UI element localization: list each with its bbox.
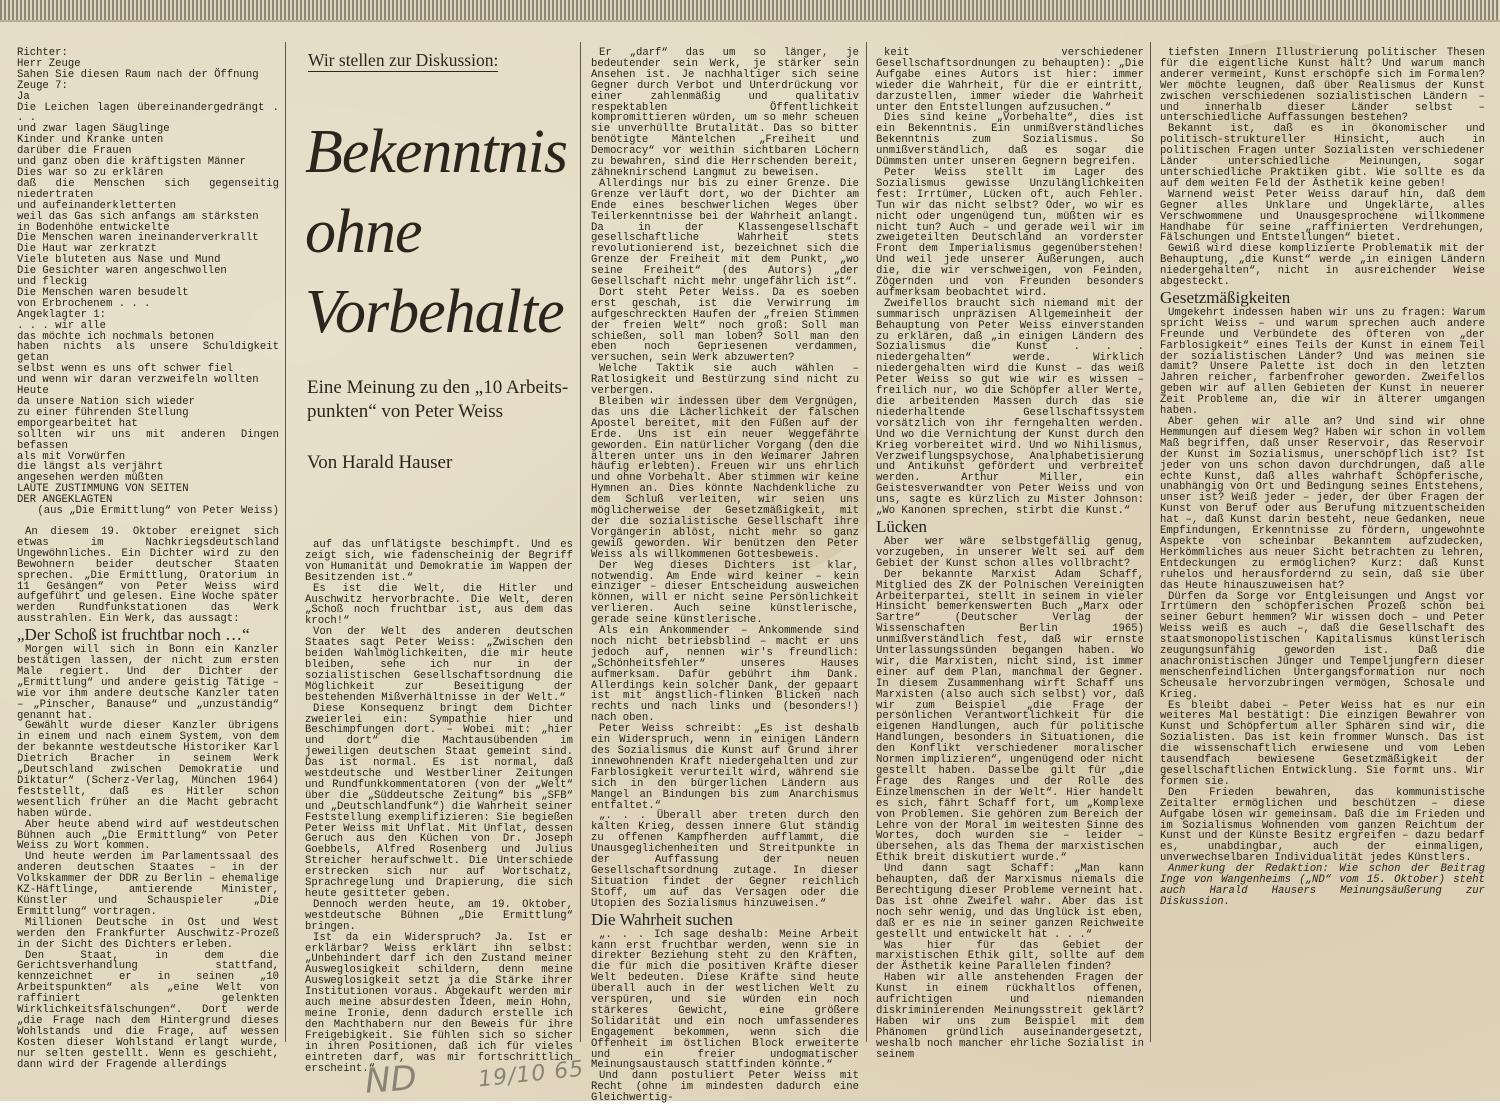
headline-line: Bekenntnis bbox=[305, 118, 568, 186]
body-paragraph: Millionen Deutsche in Ost und West werden den Frankfurter Auschwitz-Prozeß in der Sicht des Dichters erleben. bbox=[17, 916, 279, 951]
body-paragraph: Zweifellos braucht sich niemand mit der summarisch unpräzisen Allgemeinheit der Behauptung von Peter Weiss einverstanden zu erklären, daß „in einigen Ländern des Sozialismus die Kunst . . . niedergehalten“ werde. Wirklich niedergehalten wird die Kunst – das weiß Peter Weiss so gut wie wir es wissen – freilich nur, wo die Schöpfer aller Werte, die arbeitenden Massen durch das sie niederhaltende Gesellschaftssystem vorsätzlich von ihr ferngehalten werden. Und wo die Vernichtung der Kunst durch den Krieg vorbereitet wird. Und wo Nihilismus, Verzweiflungspsychose, Analphabetisierung und Antikunst gefördert und verbreitet werden. Arthur Miller, ein Geistesverwandter von Peter Weiss und von uns, sagte es kürzlich zu Mister Johnson: „Wo Kanonen sprechen, stirbt die Kunst.“ bbox=[876, 297, 1144, 518]
body-paragraph: Peter Weiss schreibt: „Es ist deshalb ein Widerspruch, wenn in einigen Ländern des Sozialismus die Kunst auf Grund ihrer innewohnenden Kraft niedergehalten und zur Farblosigkeit verurteilt wird, während sie sich in den bürgerlichen Ländern aus Mangel an Bindungen bis zum Anarchismus entfaltet.“ bbox=[591, 723, 859, 812]
subheading: „Der Schoß ist fruchtbar noch …“ bbox=[17, 625, 250, 645]
intro-paragraph: An diesem 19. Oktober ereignet sich etwas im Nachkriegsdeutschland Ungewöhnliches. Ein Dichter wird zu den Bewohnern beider deutscher Staaten sprechen. „Die Ermittlung, Oratorium in 11 Gesängen“ von Peter Weiss wird aufgeführt und gelesen. Eine Woche später werden Rundfunkstationen das Werk ausstrahlen. Ein Werk, das aussagt: bbox=[17, 525, 279, 626]
column-rule bbox=[1150, 42, 1151, 1042]
quoted-verse: Richter: Herr Zeuge Sahen Sie diesen Raum nach der Öffnung Zeuge 7: Ja Die Leichen lagen übereinandergedrängt . . . und zwar lagen Säuglinge Kinder und Kranke unten darüber die Frauen und ganz oben die kräftigsten Männer Dies war so zu erklären daß die Menschen sich gegenseitig niedertraten und aufeinanderkletterten weil das Gas sich anfangs am stärksten in Bodenhöhe entwickelte Die Menschen waren ineinanderverkrallt Die Haut war zerkratzt Viele bluteten aus Nase und Mund Die Gesichter waren angeschwollen und fleckig Die Menschen waren besudelt von Erbrochenem . . . Angeklagter 1: . . . wir alle das möchte ich nochmals betonen haben nichts als unsere Schuldigkeit getan selbst wenn es uns oft schwer fiel und wenn wir daran verzweifeln wollten Heute da unsere Nation sich wieder zu einer führenden Stellung emporgearbeitet hat sollten wir uns mit anderen Dingen befassen als mit Vorwürfen die längst als verjährt angesehen werden müßten bbox=[17, 47, 279, 485]
byline: Von Harald Hauser bbox=[307, 452, 453, 473]
body-paragraph: Bekannt ist, daß es in ökonomischer und politisch-struktureller Hinsicht, auch in politischen Fragen unter Sozialisten verschiedener Länder unterschiedliche Meinungen, sogar unterschiedliche Praktiken gibt. Wie sollte es da auf dem weiten Feld der Ästhetik keine geben! bbox=[1160, 123, 1485, 190]
body-paragraph: Es ist die Welt, die Hitler und Auschwitz hervorbrachte. Die Welt, deren „Schoß noch fruchtbar ist, aus dem das kroch!“ bbox=[305, 582, 573, 628]
body-paragraph: Den Staat, in dem die Gerichtsverhandlung stattfand, kennzeichnet er in seinen „10 Arbeitspunkten“ als „eine Welt von raffiniert gelenkten Wirklichkeitsfälschungen“. Dort werde „die Frage nach dem Hintergrund dieses Wohlstands und die Frage, auf wessen Kosten dieser Wohlstand erlangt wurde, nur selten gestellt. Wenn es geschieht, dann wird der Fragende allerdings bbox=[17, 949, 279, 1071]
column-3 bbox=[591, 47, 859, 1104]
headline-line: Vorbehalte bbox=[305, 278, 564, 346]
body-paragraph: Gewählt wurde dieser Kanzler übrigens in einem und nach einem System, von dem der bekannte westdeutsche Historiker Karl Dietrich Bracher in seinem Werk „Deutschland zwischen Demokratie und Diktatur“ (Scherz-Verlag, München 1964) feststellt, daß es Hitler schon wesentlich früher an die Macht gebracht haben würde. bbox=[17, 720, 279, 820]
body-paragraph: Haben wir alle anstehenden Fragen der Kunst in einem rückhaltlos offenen, aufrichtigen und niemanden diskriminierenden Meinungsstreit geklärt? Haben wir uns zum Beispiel mit dem Phänomen gründlich auseinandergesetzt, weshalb noch mancher ehrliche Sozialist in seinem bbox=[876, 972, 1144, 1061]
perforated-edge bbox=[0, 0, 1500, 20]
handwritten-mark: ND bbox=[363, 1058, 418, 1102]
body-paragraph: Allerdings nur bis zu einer Grenze. Die Grenze verläuft dort, wo der Dichter am Ende eines beschwerlichen Weges über Teilerkenntnisse bei der Wahrheit anlangt. Da in der Klassengesellschaft gesellschaftliche Wahrheit stets revolutionierend ist, bezeichnet sich die Grenze der Freiheit mit dem Punkt, „wo seine Freiheit“ (des Autors) „der Gesellschaft nicht mehr ungefährlich ist“. bbox=[591, 177, 859, 289]
column-5 bbox=[1160, 48, 1485, 1038]
kicker-text: Wir stellen zur Diskussion: bbox=[308, 50, 499, 70]
body-paragraph: Als ein Ankommender – Ankommende sind noch nicht betriebsblind – macht er uns jedoch auf, nennen wir's freundlich: „Schönheitsfehler“ unseres Hauses aufmerksam. Dafür gebührt ihm Dank. Allerdings kein solcher Dank, der gepaart ist mit ängstlich-flinken Blicken nach rechts und nach links und (besonders!) nach oben. bbox=[591, 625, 859, 725]
verse-source: (aus „Die Ermittlung“ von Peter Weiss) bbox=[37, 505, 279, 518]
kicker bbox=[308, 50, 538, 71]
body-paragraph: Gewiß wird diese komplizierte Problematik mit der Behauptung, „die Kunst“ werde „in einigen Ländern niedergehalten“, nicht in ausreichender Weise abgesteckt. bbox=[1160, 243, 1485, 289]
body-paragraph: Und dann sagt Schaff: „Man kann behaupten, daß der Marxismus niemals die Berechtigung dieser Probleme verneint hat. Das ist ohne Zweifel wahr. Aber das ist noch sehr wenig, und das Unglück ist eben, daß er es nie in seiner ganzen Reichweite gestellt und entwickelt hat . . .“ bbox=[876, 863, 1144, 941]
body-paragraph: tiefsten Innern Illustrierung politischer Thesen für die eigentliche Kunst hält? Und warum manch anderer vermeint, Kunst erschöpfe sich im Formalen? Wer möchte leugnen, daß über Realismus der Kunst zwischen verschiedenen sozialistischen Ländern – und innerhalb dieser Länder selbst – unterschiedliche Auffassungen bestehen? bbox=[1160, 47, 1485, 125]
column-1 bbox=[17, 47, 279, 1071]
column-4 bbox=[876, 47, 1144, 1061]
subheading: Die Wahrheit suchen bbox=[591, 909, 733, 929]
body-paragraph: Was hier für das Gebiet der marxistischen Ethik gilt, sollte auf dem der Ästhetik keine Parallelen finden? bbox=[876, 939, 1144, 974]
subheading: Gesetzmäßigkeiten bbox=[1160, 287, 1291, 307]
body-paragraph: Warnend weist Peter Weiss darauf hin, daß dem Gegner alles Unklare und Ungeklärte, alles Verschwommene und Unausgesprochene willkommene Handhabe für seine „raffinierten Verdrehungen, Fälschungen und Entstellungen“ bietet. bbox=[1160, 188, 1485, 245]
body-paragraph: Den Frieden bewahren, das kommunistische Zeitalter ermöglichen und beschützen – diese Aufgabe lösen wir gemeinsam. Daß die im Frieden und im Sozialismus Wohnenden vom ganzen Reichtum der Kunst und der Künste Besitz ergreifen – dazu bedarf es, unabdingbar, auch der einmaligen, unverwechselbaren Individualität jedes Künstlers. bbox=[1160, 786, 1485, 865]
column-rule bbox=[866, 42, 867, 1042]
body-paragraph: Dies sind keine „Vorbehalte“, dies ist ein Bekenntnis. Ein unmißverständliches Bekenntnis zum Sozialismus. So unmißverständlich, daß es sogar die Dümmsten unter unseren Gegnern begreifen. bbox=[876, 112, 1144, 169]
body-paragraph: Er „darf“ das um so länger, je bedeutender sein Werk, je stärker sein Ansehen ist. Je nachhaltiger sich seine Gegner durch Verbot und Unterdrückung vor einer zahlenmäßig und qualitativ respektablen Öffentlichkeit kompromittieren würden, um so mehr scheuen sie unverhüllte Brutalität. Das so bitter benötigte Mäntelchen „Freiheit und Democracy“ vor weithin sichtbaren Löchern zu bewahren, sind die Herrschenden bereit, zähneknirschend Langmut zu beweisen. bbox=[591, 47, 859, 179]
column-2 bbox=[305, 539, 573, 1075]
body-paragraph: „. . . Überall aber treten durch den kalten Krieg, dessen innere Glut ständig zu offenen Kampfherden aufflammt, die Unausgeglichenheiten und Streitpunkte in der Auffassung der neuen Gesellschaftsordnung zutage. In dieser Situation findet der Gegner reichlich Stoff, um auf das Versagen oder die Utopien des Sozialismus hinzuweisen.“ bbox=[591, 810, 859, 910]
body-paragraph: Peter Weiss stellt im Lager des Sozialismus gewisse Unzulänglichkeiten fest: Irrtümer, Lücken oft, auch Fehler. Tun wir das nicht selbst? Oder, wo wir es nicht oder ungenügend tun, müßten wir es nicht tun? Auch – und gerade weil wir im zweigeteilten Deutschland an vorderster Front dem Imperialismus gegenüberstehen! Und weil jede unserer Äußerungen, auch die, die wir verschweigen, von Feinden, Zögernden und von Freunden besonders aufmerksam beobachtet wird. bbox=[876, 166, 1144, 299]
body-paragraph: Von der Welt des anderen deutschen Staates sagt Peter Weiss: „Zwischen den beiden Wahlmöglichkeiten, die mir heute bleiben, sehe ich nur in der sozialistischen Gesellschaftsordnung die Möglichkeit zur Beseitigung der bestehenden Mißverhältnisse in der Welt.“ bbox=[305, 626, 573, 704]
body-paragraph: „. . . Ich sage deshalb: Meine Arbeit kann erst fruchtbar werden, wenn sie in direkter Beziehung steht zu den Kräften, die für mich die positiven Kräfte dieser Welt bedeuten. Diese Kräfte sind heute überall auch in der westlichen Welt zu verspüren, und sie würden ein noch stärkeres Gewicht, eine größere Solidarität und ein noch umfassenderes Engagement bekommen, wenn sich die Offenheit im östlichen Block erweiterte und ein freier undogmatischer Meinungsaustausch stattfinden könnte.“ bbox=[591, 928, 859, 1072]
body-paragraph: Dürfen da Sorge vor Entgleisungen und Angst vor Irrtümern den schöpferischen Prozeß schon bei seiner Geburt hemmen? Wir wissen doch – und Peter Weiss weiß es auch –, daß die Gesellschaft des staatsmonopolistischen Kapitalismus künstlerisch zeugungsunfähig geworden ist. Daß die anachronistischen Jünger und Tempeljungfern dieser menschenfeindlichen Untergangsformation nur noch Scheusale hervorzubringen vermögen, Schosale und Krieg. bbox=[1160, 590, 1485, 701]
body-paragraph: auf das unflätigste beschimpft. Und es zeigt sich, wie fadenscheinig der Begriff von Humanität und Demokratie im Wappen der Besitzenden ist.“ bbox=[305, 539, 573, 584]
stage-direction: LAUTE ZUSTIMMUNG VON SEITEN bbox=[17, 483, 189, 496]
body-paragraph: Diese Konsequenz bringt dem Dichter zweierlei ein: Sympathie hier und Beschimpfungen dort. – Wobei mit: „hier und dort“ die Machtausübenden im jeweiligen deutschen Staat gemeint sind. Das ist normal. Es ist normal, daß westdeutsche und Westberliner Zeitungen und Rundfunkkommentatoren (von der „Welt“ über die „Süddeutsche Zeitung“ bis „SFB“ und „Deutschlandfunk“) die Wahrheit seiner Feststellung exemplifizieren: Sie begießen Peter Weiss mit Unflat. Mit Unflat, dessen Geruch aus den Küchen von Dr. Joseph Goebbels, Alfred Rosenberg und Julius Streicher heraufschwelt. Die Unterschiede erstrecken sich nur auf Wortschatz, Sprachregelung und Drapierung, die sich heute gesitteter geben. bbox=[305, 702, 573, 900]
subheading: Lücken bbox=[876, 516, 927, 536]
body-paragraph: Aber gehen wir alle an? Und sind wir ohne Hemmungen auf diesem Weg? Haben wir schon in vollem Maß begriffen, daß unser Reservoir, das Reservoir der Kunst im Sozialismus, unerschöpflich ist? Ist jeder von uns schon davon durchdrungen, daß alle echte Kunst, daß alles wahrhaft Schöpferische, unabhängig von Ort und Bedingung seines Entstehens, unser ist? Weiß jeder – jeder, der über Fragen der Kunst von Beruf oder aus Berufung mitzuentscheiden hat –, daß Kunst darin besteht, neue Gedanken, neue Empfindungen, Erkenntnisse zu fördern, ungewohnte Aspekte von scheinbar Bekanntem aufzudecken, Herkömmliches aus neuer Sicht betrachten zu lehren, Entdeckungen zu ermöglichen? Kurz: daß Kunst ruhelos und herausfordernd zu sein, daß sie über das Heute hinauszuweisen hat? bbox=[1160, 416, 1485, 592]
column-rule bbox=[580, 42, 581, 1042]
body-paragraph: Aber heute abend wird auf westdeutschen Bühnen auch „Die Ermittlung“ von Peter Weiss zu Wort kommen. bbox=[17, 818, 279, 853]
body-paragraph: Aber wer wäre selbstgefällig genug, vorzugeben, in unserer Welt sei auf dem Gebiet der Kunst schon alles vollbracht? bbox=[876, 535, 1144, 570]
body-paragraph: Und heute werden im Parlamentssaal des anderen deutschen Staates – in der Volkskammer der DDR zu Berlin – ehemalige KZ-Häftlinge, amtierende Minister, Künstler und Schauspieler „Die Ermittlung“ vortragen. bbox=[17, 851, 279, 918]
body-paragraph: Umgekehrt indessen haben wir uns zu fragen: Warum spricht Weiss – und warum sprechen auch andere Freunde und Verbündete des öfteren von „der Farblosigkeit“ eines Teils der Kunst in einem Teil der sozialistischen Länder? Und was meinen sie damit? Unsere Palette ist doch in den letzten Jahren reicher, farbenfroher geworden. Zweifellos geben wir auf allen Gebieten der Kunst in neuerer Zeit Probleme an, die wir in älterer umgangen haben. bbox=[1160, 306, 1485, 418]
column-rule bbox=[285, 42, 286, 1042]
editor-note: Anmerkung der Redaktion: Wie schon der Beitrag Inge von Wangenheims („ND“ vom 15. Oktober) steht auch Harald Hausers Meinungsäußerung zur Diskussion. bbox=[1160, 863, 1485, 908]
body-paragraph: keit verschiedener Gesellschaftsordnungen zu behaupten): „Die Aufgabe eines Autors ist hier: immer wieder die Wahrheit, für die er eintritt, darzustellen, immer wieder die Wahrheit unter den Entstellungen aufzusuchen.“ bbox=[876, 47, 1144, 114]
stage-direction: DER ANGEKLAGTEN bbox=[17, 494, 113, 507]
headline bbox=[305, 112, 575, 352]
headline-line: ohne bbox=[305, 198, 422, 266]
body-paragraph: Dennoch werden heute, am 19. Oktober, westdeutsche Bühnen „Die Ermittlung“ bringen. bbox=[305, 898, 573, 933]
handwritten-date: 19/10 65 bbox=[476, 1056, 586, 1093]
body-paragraph: Welche Taktik sie auch wählen – Ratlosigkeit und Bestürzung sind nicht zu verbergen. bbox=[591, 363, 859, 398]
body-paragraph: Morgen will sich in Bonn ein Kanzler bestätigen lassen, der nicht zum ersten Male regiert. Und der Dichter der „Ermittlung“ und andere geistig Tätige – wie vor ihm andere deutsche Kanzler taten – „Pinscher, Banause“ und „unzuständig“ genannt hat. bbox=[17, 644, 279, 722]
body-paragraph: Der Weg dieses Dichters ist klar, notwendig. Am Ende wird keiner – kein einziger – dieser Entscheidung ausweichen können, will er nicht seine Persönlichkeit verlieren. Auch seine künstlerische, gerade seine künstlerische. bbox=[591, 559, 859, 627]
dek: Eine Meinung zu den „10 Arbeitspunkten“ von Peter Weiss bbox=[307, 377, 569, 422]
body-paragraph: Dort steht Peter Weiss. Da es soeben erst geschah, ist die Verwirrung im aufgeschreckten Haufen der „freien Stimmen der freien Welt“ noch groß: Soll man schießen, soll man loben? Soll man den eben noch Gepriesenen verdammen, versuchen, sein Werk abzuwerten? bbox=[591, 286, 859, 365]
body-paragraph: Bleiben wir indessen über dem Vergnügen, das uns die Lächerlichkeit der falschen Apostel bereitet, mit den Füßen auf der Erde. Uns ist ein neuer Weggefährte geworden. Ein natürlicher Vorgang (den die älteren unter uns in den Weimarer Jahren häufig erlebten). Freuen wir uns ehrlich und ohne Vorbehalt. Aber stimmen wir keine Hymnen an. Dies könnte Nachdenkliche zu dem Schluß verleiten, wir seien uns möglicherweise der Gesetzmäßigkeit, mit der die sozialistische Gesellschaft ihre Vorgängerin ablöst, nicht mehr so ganz gewiß geworden. Wir benützen den Peter Weiss als willkommenen Gottesbeweis. bbox=[591, 396, 859, 561]
perforated-edge-shadow bbox=[0, 20, 1500, 22]
body-paragraph: Es bleibt dabei – Peter Weiss hat es nur ein weiteres Mal bestätigt: Die einzigen Bewahrer von Kunst und Schöpfertum aller Sphären sind wir, die Sozialisten. Das ist kein frommer Wunsch. Das ist die wissenschaftlich erwiesene und vom Leben tausendfach bewiesene Gesetzmäßigkeit der gesellschaftlichen Entwicklung. Sie formt uns. Wir formen sie. bbox=[1160, 699, 1485, 788]
body-paragraph: Ist da ein Widerspruch? Ja. Ist er erklärbar? Weiss erklärt ihn selbst: „Unbehindert darf ich den Zustand meiner Ausweglosigkeit schildern, denn meine Ausweglosigkeit setzt ja die Stärke ihrer Institutionen voraus. Abgekauft werden mir auch meine absurdesten Ideen, mein Hohn, meine Ironie, denn dadurch erstelle ich den Machthabern nur den Beweis für ihre Freigebigkeit. Sie fühlen sich so sicher in ihren Positionen, daß ich für vieles eintreten darf, was mir fortschrittlich erscheint.“ bbox=[305, 931, 573, 1075]
body-paragraph: Und dann postuliert Peter Weiss mit Recht (ohne im mindesten dadurch eine Gleichwertig- bbox=[591, 1070, 859, 1104]
body-paragraph: Der bekannte Marxist Adam Schaff, Mitglied des ZK der Polnischen Vereinigten Arbeiterpartei, stellt in seinem in vieler Hinsicht bemerkenswerten Buch „Marx oder Sartre“ (Deutscher Verlag der Wissenschaften Berlin 1965) unmißverständlich fest, daß wir ernste Unterlassungssünden begangen haben. Wo wir, die Marxisten, nicht sind, ist immer einer auf dem Plan, manchmal der Gegner. In diesem Zusammenhang wirft Schaff uns Marxisten (also auch sich selbst) vor, daß wir zum Beispiel „die Frage der persönlichen Verantwortlichkeit für die eigenen Handlungen, auch für politische Handlungen, besonders in Situationen, die den Konflikt verschiedener moralischer Normen implizieren“, ungenügend oder nicht gestellt haben. Dasselbe gilt für „die Frage des Ranges und der Rolle des Einzelmenschen in der Welt“. Hier handelt es sich, fährt Schaff fort, um „Komplexe von Problemen. Sie gehören zum Bereich der Lehre von der Moral im weitesten Sinne des Wortes, doch wurden sie – leider – übersehen, als das Thema der marxistischen Ethik breit diskutiert wurde.“ bbox=[876, 568, 1144, 865]
